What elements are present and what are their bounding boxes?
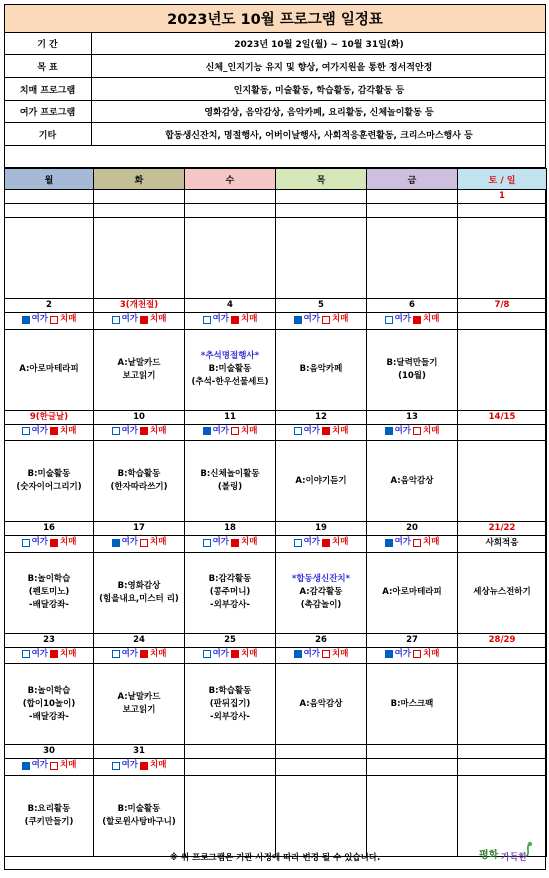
program-cell (458, 441, 547, 522)
program-line: A:감각활동 (299, 587, 343, 597)
weekday-header: 목 (276, 169, 367, 190)
date-cell (185, 190, 276, 204)
leisure-label: 여가 (394, 537, 411, 547)
program-type-cell (458, 647, 547, 664)
program-type-cell (458, 313, 547, 330)
program-type-cell (185, 536, 276, 553)
program-line: A:낱말카드 (117, 357, 161, 368)
dementia-label: 치매 (60, 760, 77, 770)
leisure-label: 여가 (394, 425, 411, 436)
leisure-checkbox-icon (112, 539, 120, 547)
program-cell (5, 552, 94, 633)
date-cell: 24 (94, 633, 185, 647)
leisure-label: 여가 (212, 537, 229, 547)
leisure-label: 여가 (394, 648, 411, 659)
info-label: 여가 프로그램 (4, 101, 92, 122)
info-label: 기타 (4, 123, 92, 145)
date-cell: 27 (367, 633, 458, 647)
dementia-label: 치매 (332, 314, 349, 324)
leisure-label: 여가 (303, 648, 320, 659)
leisure-label: 여가 (212, 425, 229, 436)
dementia-label: 치매 (60, 648, 77, 659)
program-type-cell (5, 536, 94, 553)
program-type-cell (185, 204, 276, 218)
date-cell: 23 (5, 633, 94, 647)
date-cell: 10 (94, 410, 185, 424)
info-row (4, 123, 546, 146)
program-cell (94, 441, 185, 522)
leisure-label: 여가 (31, 537, 48, 547)
leisure-checkbox-icon (294, 650, 302, 658)
leisure-label: 여가 (121, 425, 138, 436)
program-cell (367, 552, 458, 633)
program-type-cell (94, 647, 185, 664)
leisure-checkbox-icon (22, 762, 30, 770)
leisure-checkbox-icon (112, 650, 120, 658)
leisure-label: 여가 (303, 425, 320, 436)
program-line: *추석명절행사* (200, 351, 260, 361)
dementia-label: 치매 (150, 648, 167, 659)
program-line: (촉감놀이) (300, 600, 342, 610)
weekday-header: 금 (367, 169, 458, 190)
institution-logo (477, 838, 535, 868)
info-row (4, 55, 546, 78)
date-cell: 19 (276, 522, 367, 536)
program-line: B:미술활동 (117, 803, 161, 814)
date-cell (5, 190, 94, 204)
program-type-cell (94, 759, 185, 776)
program-line: (추석-한우선물세트) (191, 377, 269, 387)
leisure-checkbox-icon (112, 316, 120, 324)
program-type-row (5, 536, 547, 553)
leisure-label: 여가 (303, 537, 320, 547)
program-cell (367, 664, 458, 745)
dementia-label: 치매 (423, 425, 440, 436)
weekday-header: 월 (5, 169, 94, 190)
dementia-checkbox-icon (140, 539, 148, 547)
program-type-row (5, 759, 547, 776)
date-cell: 4 (185, 299, 276, 313)
program-type-cell: 사회적응 (458, 536, 547, 553)
program-cell (5, 441, 94, 522)
dementia-checkbox-icon (413, 650, 421, 658)
program-line: B:감각활동 (208, 574, 252, 584)
svg-text:평화: 평화 (479, 850, 499, 861)
date-cell: 7/8 (458, 299, 547, 313)
info-label: 치매 프로그램 (4, 78, 92, 100)
leisure-checkbox-icon (385, 427, 393, 435)
dementia-label: 치매 (423, 314, 440, 324)
footer-note: ※ 위 프로그램은 기관 사정에 따라 변경 될 수 있습니다. (169, 852, 381, 863)
program-line: -외부강사- (210, 600, 250, 610)
date-cell: 1 (458, 190, 547, 204)
program-type-cell (276, 313, 367, 330)
program-line: (판뒤집기) (209, 698, 251, 709)
dementia-label: 치매 (60, 314, 77, 324)
leisure-label: 여가 (121, 760, 138, 770)
program-type-cell (5, 313, 94, 330)
program-line: B:학습활동 (117, 469, 161, 479)
program-line: (쿠키만들기) (24, 816, 74, 827)
program-line: *합동생신잔치* (291, 574, 351, 584)
leisure-checkbox-icon (385, 650, 393, 658)
date-cell: 16 (5, 522, 94, 536)
date-cell (185, 745, 276, 759)
program-line: B:놀이학습 (27, 685, 71, 696)
program-type-row (5, 313, 547, 330)
date-row (5, 190, 547, 204)
program-line: -외부강사- (210, 711, 250, 722)
leisure-checkbox-icon (294, 316, 302, 324)
program-cell (367, 329, 458, 410)
program-cell (276, 441, 367, 522)
leisure-checkbox-icon (22, 650, 30, 658)
date-row (5, 745, 547, 759)
leisure-checkbox-icon (294, 539, 302, 547)
program-line: B:신체놀이활동 (200, 469, 260, 479)
date-cell: 12 (276, 410, 367, 424)
dementia-label: 치매 (60, 425, 77, 436)
dementia-label: 치매 (150, 537, 167, 547)
leisure-checkbox-icon (385, 316, 393, 324)
program-cell (185, 218, 276, 299)
program-type-cell (185, 313, 276, 330)
program-type-cell (94, 536, 185, 553)
program-line: B:마스크팩 (390, 698, 434, 709)
leisure-checkbox-icon (22, 539, 30, 547)
date-cell: 18 (185, 522, 276, 536)
dementia-checkbox-icon (413, 427, 421, 435)
info-label: 목 표 (4, 55, 92, 77)
date-row (5, 410, 547, 424)
program-type-cell (367, 759, 458, 776)
program-type-cell (5, 424, 94, 441)
date-cell: 3(개천절) (94, 299, 185, 313)
leisure-label: 여가 (121, 648, 138, 659)
program-type-cell (458, 204, 547, 218)
date-cell (94, 190, 185, 204)
dementia-label: 치매 (332, 425, 349, 436)
program-type-cell (276, 424, 367, 441)
info-row (4, 101, 546, 123)
program-row (5, 552, 547, 633)
dementia-checkbox-icon (140, 316, 148, 324)
program-line: B:미술활동 (27, 469, 71, 479)
date-cell: 28/29 (458, 633, 547, 647)
date-cell (458, 745, 547, 759)
dementia-checkbox-icon (231, 650, 239, 658)
leisure-label: 여가 (303, 314, 320, 324)
dementia-checkbox-icon (231, 539, 239, 547)
date-cell: 17 (94, 522, 185, 536)
dementia-label: 치매 (60, 537, 77, 547)
program-line: -배달강좌- (29, 711, 69, 722)
program-row (5, 664, 547, 745)
info-value: 인지활동, 미술활동, 학습활동, 감각활동 등 (233, 85, 405, 96)
dementia-label: 치매 (332, 648, 349, 659)
program-line: B:미술활동 (208, 364, 252, 374)
program-type-cell (5, 204, 94, 218)
date-row (5, 633, 547, 647)
dementia-label: 치매 (423, 537, 440, 547)
program-cell (276, 329, 367, 410)
dementia-checkbox-icon (50, 762, 58, 770)
program-row (5, 218, 547, 299)
date-row (5, 299, 547, 313)
program-line: B:음악카페 (299, 364, 343, 374)
leisure-checkbox-icon (112, 427, 120, 435)
date-cell: 13 (367, 410, 458, 424)
program-type-cell (458, 759, 547, 776)
date-cell: 31 (94, 745, 185, 759)
leisure-label: 여가 (31, 760, 48, 770)
info-row (4, 33, 546, 55)
program-cell (94, 664, 185, 745)
dementia-checkbox-icon (140, 427, 148, 435)
program-line: A:낱말카드 (117, 692, 161, 702)
dementia-label: 치매 (150, 760, 167, 770)
weekday-header: 화 (94, 169, 185, 190)
dementia-checkbox-icon (50, 427, 58, 435)
program-line: 보고읽기 (122, 370, 156, 381)
program-cell (185, 552, 276, 633)
leisure-checkbox-icon (112, 762, 120, 770)
date-cell (367, 190, 458, 204)
dementia-checkbox-icon (231, 427, 239, 435)
info-spacer-row (4, 146, 546, 168)
date-row (5, 522, 547, 536)
program-cell (5, 329, 94, 410)
program-line: (한자따라쓰기) (110, 482, 168, 492)
dementia-label: 치매 (423, 648, 440, 659)
program-type-row (5, 647, 547, 664)
dementia-checkbox-icon (231, 316, 239, 324)
calendar-table (4, 168, 547, 857)
program-cell (185, 329, 276, 410)
dementia-label: 치매 (241, 425, 258, 436)
program-cell (367, 441, 458, 522)
program-type-cell (94, 313, 185, 330)
program-type-cell (94, 204, 185, 218)
program-cell (185, 441, 276, 522)
dementia-checkbox-icon (413, 316, 421, 324)
dementia-label: 치매 (241, 314, 258, 324)
program-type-cell (276, 759, 367, 776)
leisure-checkbox-icon (203, 427, 211, 435)
date-cell: 30 (5, 745, 94, 759)
program-type-cell (185, 424, 276, 441)
program-cell (367, 218, 458, 299)
weekday-header: 수 (185, 169, 276, 190)
program-line: -배달강좌- (29, 600, 69, 610)
program-type-cell (276, 647, 367, 664)
program-cell (276, 218, 367, 299)
program-line: A:아로마테라피 (382, 587, 442, 597)
program-line: (볼링) (217, 482, 243, 492)
leisure-label: 여가 (212, 314, 229, 324)
program-type-cell (367, 536, 458, 553)
program-line: (할로윈사탕바구니) (102, 816, 176, 827)
dementia-checkbox-icon (413, 539, 421, 547)
date-cell: 21/22 (458, 522, 547, 536)
leisure-checkbox-icon (203, 316, 211, 324)
date-cell: 20 (367, 522, 458, 536)
dementia-checkbox-icon (140, 650, 148, 658)
program-line: B:놀이학습 (27, 574, 71, 584)
program-cell (458, 329, 547, 410)
leisure-checkbox-icon (22, 427, 30, 435)
dementia-checkbox-icon (50, 539, 58, 547)
info-value: 2023년 10월 2일(월) ~ 10월 31일(화) (234, 40, 404, 50)
program-line: A:아로마테라피 (19, 364, 79, 374)
program-type-row (5, 424, 547, 441)
date-cell: 11 (185, 410, 276, 424)
program-cell (276, 664, 367, 745)
dementia-label: 치매 (150, 425, 167, 436)
date-cell: 14/15 (458, 410, 547, 424)
info-row (4, 78, 546, 101)
leisure-label: 여가 (212, 648, 229, 659)
program-cell (185, 664, 276, 745)
program-line: (10월) (398, 370, 426, 381)
leisure-label: 여가 (121, 314, 138, 324)
program-line: 보고읽기 (122, 705, 156, 715)
program-cell (276, 552, 367, 633)
program-cell (458, 552, 547, 633)
program-cell (5, 664, 94, 745)
program-type-cell (367, 204, 458, 218)
info-value: 영화감상, 음악감상, 음악카페, 요리활동, 신체놀이활동 등 (204, 108, 434, 118)
date-cell: 9(한글날) (5, 410, 94, 424)
program-type-cell (367, 424, 458, 441)
dementia-checkbox-icon (322, 539, 330, 547)
date-cell: 2 (5, 299, 94, 313)
dementia-label: 치매 (332, 537, 349, 547)
date-cell: 5 (276, 299, 367, 313)
leisure-checkbox-icon (203, 650, 211, 658)
program-cell (94, 329, 185, 410)
program-type-cell (5, 759, 94, 776)
info-value: 신체_인지기능 유지 및 향상, 여가지원을 통한 정서적안정 (205, 62, 433, 73)
program-line: (콩주머니) (209, 587, 251, 597)
dementia-label: 치매 (150, 314, 167, 324)
date-cell (276, 190, 367, 204)
date-cell: 6 (367, 299, 458, 313)
date-cell: 26 (276, 633, 367, 647)
info-label: 기 간 (4, 33, 92, 54)
program-type-cell (367, 647, 458, 664)
program-type-cell (367, 313, 458, 330)
info-value: 합동생신잔치, 명절행사, 어버이날행사, 사회적응훈련활동, 크리스마스행사 등 (165, 130, 473, 141)
svg-text:가득한: 가득한 (501, 853, 528, 863)
program-line: (펜토미노) (28, 587, 70, 597)
program-type-cell (94, 424, 185, 441)
program-line: 세상뉴스전하기 (473, 587, 531, 597)
program-line: (힘을내요,미스터 리) (99, 593, 179, 604)
program-type-cell (185, 759, 276, 776)
leisure-label: 여가 (31, 648, 48, 659)
program-line: B:요리활동 (27, 803, 71, 814)
leisure-label: 여가 (121, 537, 138, 547)
program-cell (458, 664, 547, 745)
date-cell (276, 745, 367, 759)
leisure-checkbox-icon (385, 539, 393, 547)
program-cell (458, 218, 547, 299)
leisure-label: 여가 (31, 314, 48, 324)
program-cell (94, 552, 185, 633)
leisure-checkbox-icon (203, 539, 211, 547)
program-row (5, 329, 547, 410)
dementia-checkbox-icon (322, 316, 330, 324)
program-row (5, 441, 547, 522)
dementia-checkbox-icon (50, 650, 58, 658)
program-line: B:영화감상 (117, 580, 161, 591)
dementia-label: 치매 (241, 648, 258, 659)
date-cell: 25 (185, 633, 276, 647)
dementia-checkbox-icon (322, 650, 330, 658)
leisure-checkbox-icon (22, 316, 30, 324)
leisure-checkbox-icon (294, 427, 302, 435)
weekday-header: 토 / 일 (458, 169, 547, 190)
weekday-header-row (5, 169, 547, 190)
program-type-cell (276, 204, 367, 218)
program-type-cell (276, 536, 367, 553)
program-type-cell (458, 424, 547, 441)
leisure-label: 여가 (394, 314, 411, 324)
leisure-label: 여가 (31, 425, 48, 436)
dementia-label: 치매 (241, 537, 258, 547)
dementia-checkbox-icon (322, 427, 330, 435)
program-line: B:학습활동 (208, 685, 252, 696)
program-type-cell (5, 647, 94, 664)
program-line: A:음악감상 (299, 698, 343, 709)
program-line: A:이야기듣기 (295, 475, 347, 486)
dementia-checkbox-icon (50, 316, 58, 324)
program-type-cell (185, 647, 276, 664)
date-cell (367, 745, 458, 759)
program-cell (5, 218, 94, 299)
dementia-checkbox-icon (140, 762, 148, 770)
program-type-row (5, 204, 547, 218)
program-line: (합이10놀이) (22, 698, 76, 709)
program-line: A:음악감상 (390, 475, 434, 486)
program-cell (94, 218, 185, 299)
program-line: (숫자이어그리기) (16, 482, 82, 492)
program-line: B:달력만들기 (386, 357, 438, 368)
page-title: 2023년도 10월 프로그램 일정표 (4, 4, 546, 33)
